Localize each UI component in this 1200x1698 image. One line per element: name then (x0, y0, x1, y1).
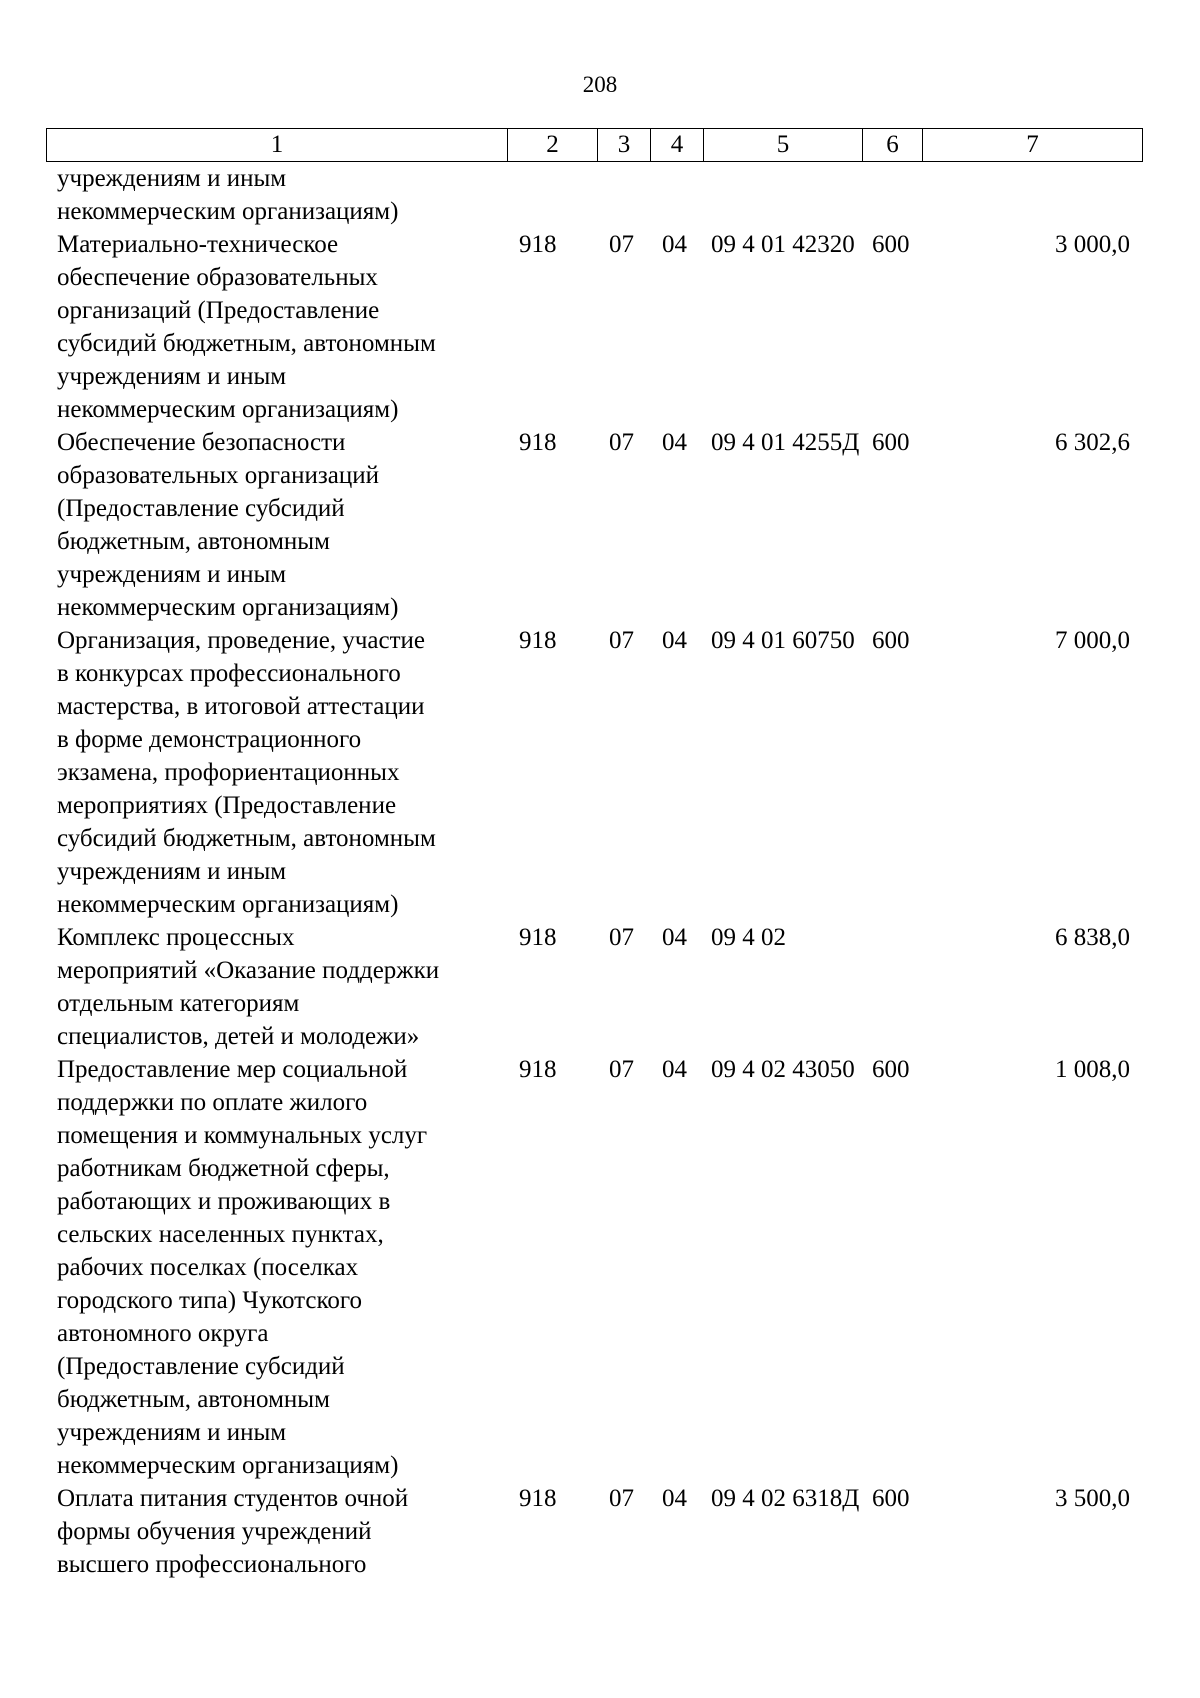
row-name-line: Обеспечение безопасности (57, 429, 346, 456)
row-section-code: 07 (609, 924, 634, 951)
table-row (46, 162, 1142, 228)
row-expense-type-code: 600 (872, 429, 910, 456)
row-subsection-code: 04 (662, 627, 687, 654)
row-amount: 6 838,0 (1055, 924, 1130, 951)
header-cell-4: 4 (651, 129, 704, 162)
header-cell-2: 2 (508, 129, 598, 162)
row-name (46, 228, 507, 426)
row-target-article-code: 09 4 02 6318Д (711, 1485, 860, 1512)
row-name (46, 1482, 507, 1581)
header-cell-7: 7 (923, 129, 1143, 162)
row-name (46, 921, 507, 1053)
row-name-line: обеспечение образовательных (57, 264, 378, 291)
row-name-line: субсидий бюджетным, автономным (57, 330, 436, 357)
header-row (47, 129, 1143, 162)
row-section-code: 07 (609, 429, 634, 456)
table-row (46, 1053, 1142, 1482)
row-subsection-code (650, 162, 703, 228)
row-name-line: учреждениям и иным (57, 858, 287, 885)
row-name-line: Материально-техническое (57, 231, 339, 258)
row-amount (922, 162, 1142, 228)
row-name-line: Комплекс процессных (57, 924, 295, 951)
row-grbs-code: 918 (519, 1056, 557, 1083)
row-name (46, 162, 507, 228)
row-target-article-code (703, 162, 862, 228)
row-amount: 3 500,0 (1055, 1485, 1130, 1512)
row-subsection-code: 04 (662, 1485, 687, 1512)
row-name-line: организаций (Предоставление (57, 297, 380, 324)
row-amount: 7 000,0 (1055, 627, 1130, 654)
row-name-line: в конкурсах профессионального (57, 660, 401, 687)
row-name-line: помещения и коммунальных услуг (57, 1122, 428, 1149)
header-cell-1: 1 (47, 129, 508, 162)
row-name-line: специалистов, детей и молодежи» (57, 1023, 420, 1050)
row-name (46, 624, 507, 921)
row-section-code: 07 (609, 1056, 634, 1083)
row-target-article-code: 09 4 01 60750 (711, 627, 855, 654)
row-subsection-code: 04 (662, 1056, 687, 1083)
row-expense-type-code: 600 (872, 627, 910, 654)
row-name-line: некоммерческим организациям) (57, 891, 399, 918)
row-name-line: сельских населенных пунктах, (57, 1221, 384, 1248)
row-expense-type-code: 600 (872, 1485, 910, 1512)
row-name-line: работникам бюджетной сферы, (57, 1155, 390, 1182)
row-amount: 3 000,0 (1055, 231, 1130, 258)
row-name-line: субсидий бюджетным, автономным (57, 825, 436, 852)
row-name-line: (Предоставление субсидий (57, 495, 345, 522)
row-target-article-code: 09 4 02 (711, 924, 786, 951)
row-grbs-code: 918 (519, 231, 557, 258)
row-name-line: поддержки по оплате жилого (57, 1089, 368, 1116)
header-cell-6: 6 (863, 129, 923, 162)
row-name-line: мероприятий «Оказание поддержки (57, 957, 440, 984)
row-name-line: учреждениям и иным (57, 561, 287, 588)
row-name (46, 426, 507, 624)
row-name-line: (Предоставление субсидий (57, 1353, 345, 1380)
row-name-line: высшего профессионального (57, 1551, 367, 1578)
row-grbs-code (507, 162, 597, 228)
row-grbs-code: 918 (519, 1485, 557, 1512)
row-grbs-code: 918 (519, 924, 557, 951)
row-name-line: образовательных организаций (57, 462, 380, 489)
row-name-line: отдельным категориям (57, 990, 300, 1017)
row-name-line: некоммерческим организациям) (57, 594, 399, 621)
row-expense-type-code: 600 (872, 231, 910, 258)
row-name-line: некоммерческим организациям) (57, 1452, 399, 1479)
row-amount: 1 008,0 (1055, 1056, 1130, 1083)
row-expense-type-code (862, 162, 922, 228)
table-row (46, 426, 1142, 624)
row-name (46, 1053, 507, 1482)
row-name-line: учреждениям и иным (57, 363, 287, 390)
row-grbs-code: 918 (519, 429, 557, 456)
row-section-code: 07 (609, 1485, 634, 1512)
table-row (46, 228, 1142, 426)
row-name-line: Предоставление мер социальной (57, 1056, 408, 1083)
row-name-line: автономного округа (57, 1320, 269, 1347)
page-number: 208 (582, 72, 618, 97)
row-name-line: работающих и проживающих в (57, 1188, 391, 1215)
header-cell-5: 5 (704, 129, 863, 162)
row-name-line: Оплата питания студентов очной (57, 1485, 409, 1512)
row-name-line: учреждениям и иным (57, 165, 287, 192)
row-grbs-code: 918 (519, 627, 557, 654)
row-name-line: бюджетным, автономным (57, 1386, 330, 1413)
row-name-line: рабочих поселках (поселках (57, 1254, 359, 1281)
row-target-article-code: 09 4 01 42320 (711, 231, 855, 258)
row-section-code: 07 (609, 231, 634, 258)
row-section-code: 07 (609, 627, 634, 654)
table-row (46, 1482, 1142, 1581)
row-target-article-code: 09 4 02 43050 (711, 1056, 855, 1083)
row-name-line: учреждениям и иным (57, 1419, 287, 1446)
row-amount: 6 302,6 (1055, 429, 1130, 456)
row-name-line: мероприятиях (Предоставление (57, 792, 397, 819)
row-section-code (597, 162, 650, 228)
row-name-line: Организация, проведение, участие (57, 627, 426, 654)
column-number-header (46, 128, 1143, 162)
row-subsection-code: 04 (662, 231, 687, 258)
row-name-line: в форме демонстрационного (57, 726, 362, 753)
row-expense-type-code (862, 921, 922, 1053)
row-name-line: мастерства, в итоговой аттестации (57, 693, 425, 720)
row-subsection-code: 04 (662, 924, 687, 951)
row-name-line: городского типа) Чукотского (57, 1287, 362, 1314)
row-name-line: экзамена, профориентационных (57, 759, 400, 786)
row-name-line: формы обучения учреждений (57, 1518, 372, 1545)
table-row (46, 624, 1142, 921)
row-subsection-code: 04 (662, 429, 687, 456)
header-cell-3: 3 (598, 129, 651, 162)
row-name-line: бюджетным, автономным (57, 528, 330, 555)
budget-table-body (46, 162, 1142, 1581)
row-name-line: некоммерческим организациям) (57, 396, 399, 423)
row-target-article-code: 09 4 01 4255Д (711, 429, 860, 456)
table-row (46, 921, 1142, 1053)
row-expense-type-code: 600 (872, 1056, 910, 1083)
row-name-line: некоммерческим организациям) (57, 198, 399, 225)
